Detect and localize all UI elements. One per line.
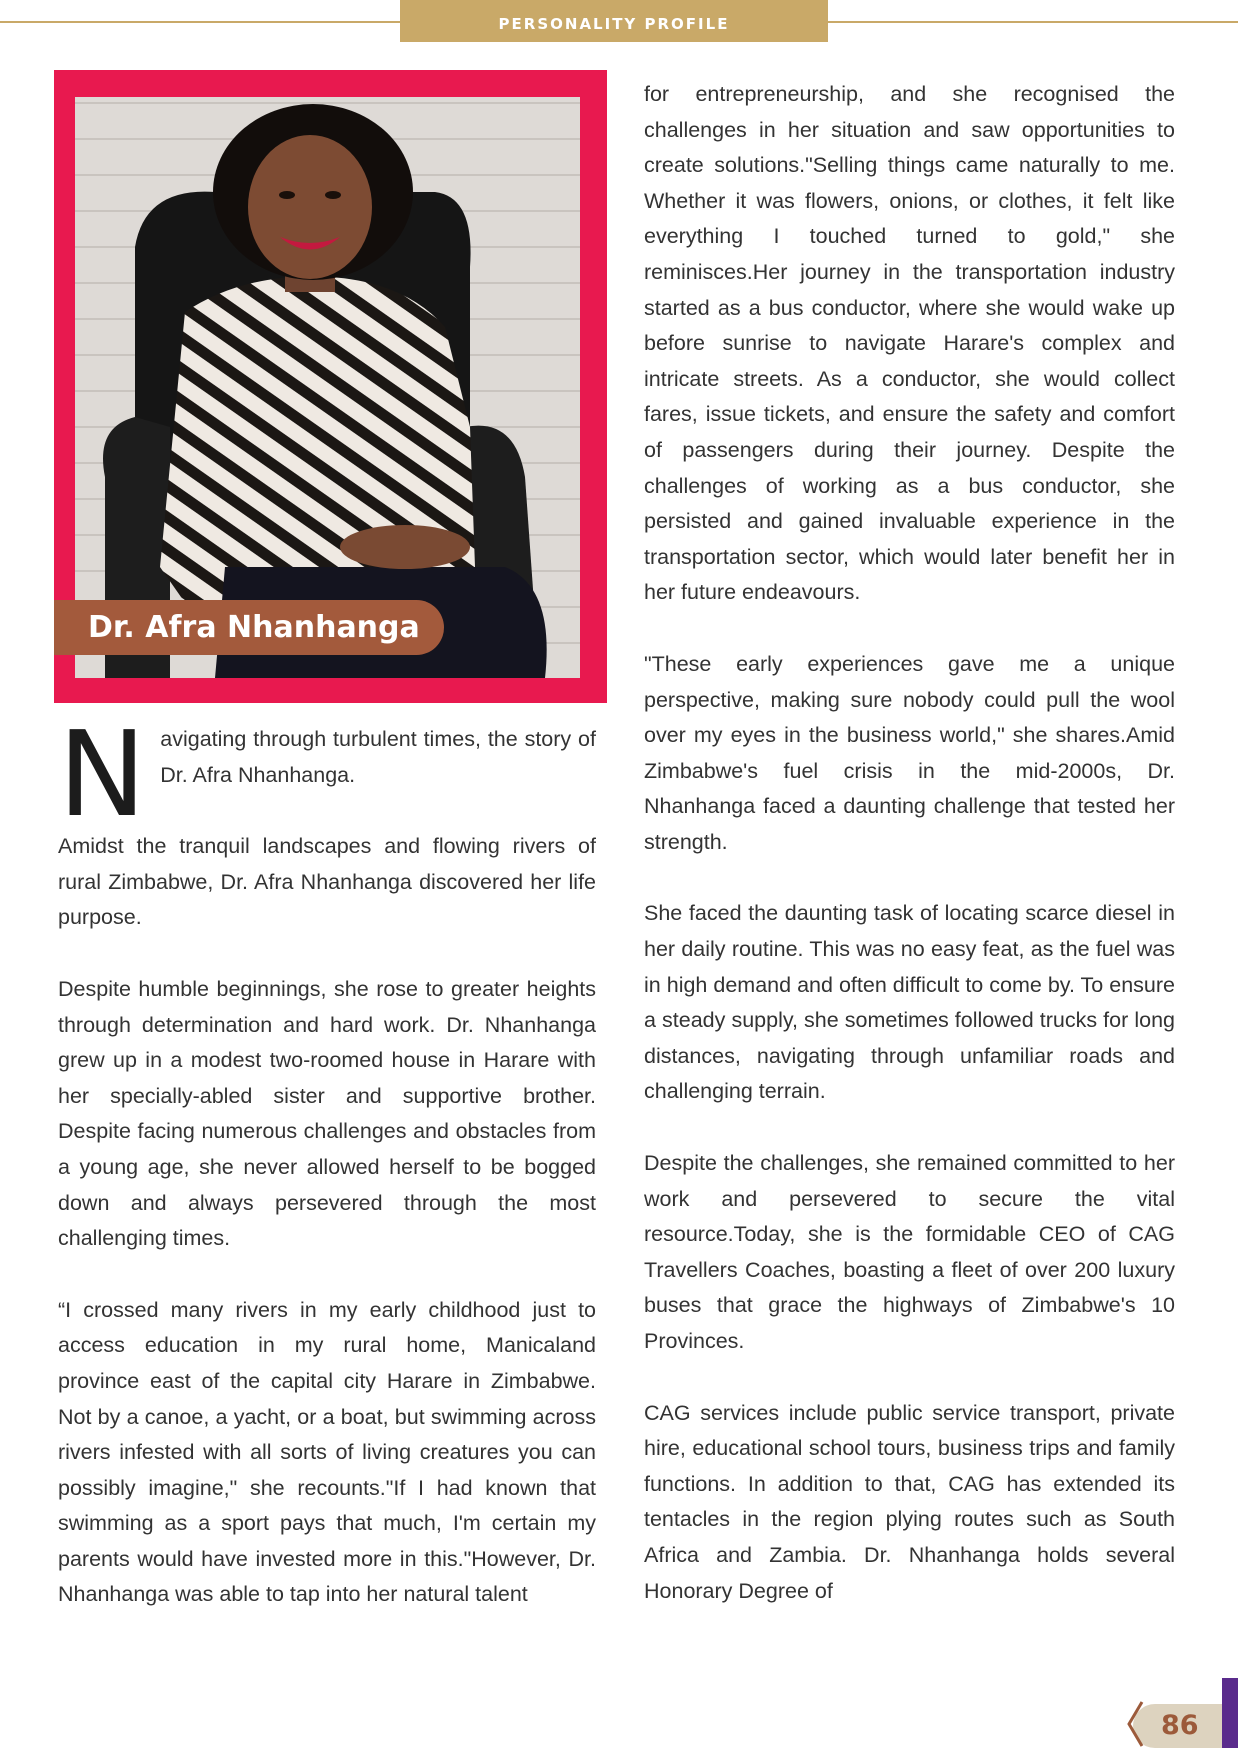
article-paragraph: Amidst the tranquil landscapes and flowing rivers of rural Zimbabwe, Dr. Afra Nhanhanga discovered her life purpose. bbox=[58, 834, 596, 930]
intro-paragraph bbox=[58, 705, 596, 843]
article-paragraph: “I crossed many rivers in my early childhood just to access education in my rural home, Manicaland province east of the capital city Harare in Zimbabwe. Not by a canoe, a yacht, or a boat, but swimming across rivers infested with all sorts of living creatures you can possibly imagine," she recounts."If I had known that swimming as a sport pays that much, I'm certain my parents would have invested more in this."However, Dr. Nhanhanga was able to tap into her natural talent bbox=[58, 1297, 596, 1607]
article-paragraph: She faced the daunting task of locating scarce diesel in her daily routine. This was no easy feat, as the fuel was in high demand and often difficult to come by. To ensure a steady supply, she sometimes followed trucks for long distances, navigating through unfamiliar roads and challenging terrain. bbox=[644, 901, 1175, 1104]
portrait-illustration bbox=[75, 97, 580, 678]
page-number: 86 bbox=[1133, 1704, 1238, 1748]
page-corner-accent bbox=[1222, 1678, 1238, 1748]
drop-cap: N bbox=[58, 705, 147, 843]
article-column-right bbox=[644, 77, 1175, 1645]
article-column-left bbox=[58, 705, 596, 1649]
header-rule-left bbox=[0, 21, 400, 23]
hands bbox=[340, 525, 470, 569]
chevron-left-icon bbox=[1126, 1700, 1144, 1748]
article-paragraph: for entrepreneurship, and she recognised the challenges in her situation and saw opportunities to create solutions."Selling things came naturally to me. Whether it was flowers, onions, or clothes, it felt like everything I touched turned to gold," she reminisces.Her journey in the transportation industry started as a bus conductor, where she would wake up before sunrise to navigate Harare's complex and intricate streets. As a conductor, she would collect fares, issue tickets, and ensure the safety and comfort of passengers during their journey. Despite the challenges of working as a bus conductor, she persisted and gained invaluable experience in the transportation sector, which would later benefit her in her future endeavours. bbox=[644, 82, 1175, 605]
section-title: PERSONALITY PROFILE bbox=[400, 0, 828, 42]
article-paragraph: Despite the challenges, she remained committed to her work and persevered to secure the vital resource.Today, she is the formidable CEO of CAG Travellers Coaches, boasting a fleet of over 200 luxury buses that grace the highways of Zimbabwe's 10 Provinces. bbox=[644, 1151, 1175, 1353]
photo-caption-name: Dr. Afra Nhanhanga bbox=[54, 600, 444, 655]
article-paragraph: CAG services include public service transport, private hire, educational school tours, business trips and family functions. In addition to that, CAG has extended its tentacles in the region plying routes such as South Africa and Zambia. Dr. Nhanhanga holds several Honorary Degree of bbox=[644, 1400, 1175, 1603]
header-rule-right bbox=[828, 21, 1238, 23]
profile-photo bbox=[75, 97, 580, 678]
intro-text: avigating through turbulent times, the story of Dr. Afra Nhanhanga. bbox=[160, 727, 596, 787]
left-eye bbox=[279, 191, 295, 199]
face bbox=[248, 135, 372, 279]
right-eye bbox=[325, 191, 341, 199]
article-paragraph: Despite humble beginnings, she rose to greater heights through determination and hard work. Dr. Nhanhanga grew up in a modest two-roomed house in Harare with her specially-abled sister and supportive brother. Despite facing numerous challenges and obstacles from a young age, she never allowed herself to be bogged down and always persevered through the most challenging times. bbox=[58, 976, 596, 1251]
article-paragraph: "These early experiences gave me a unique perspective, making sure nobody could pull the wool over my eyes in the business world," she shares.Amid Zimbabwe's fuel crisis in the mid-2000s, Dr. Nhanhanga faced a daunting challenge that tested her strength. bbox=[644, 651, 1175, 854]
